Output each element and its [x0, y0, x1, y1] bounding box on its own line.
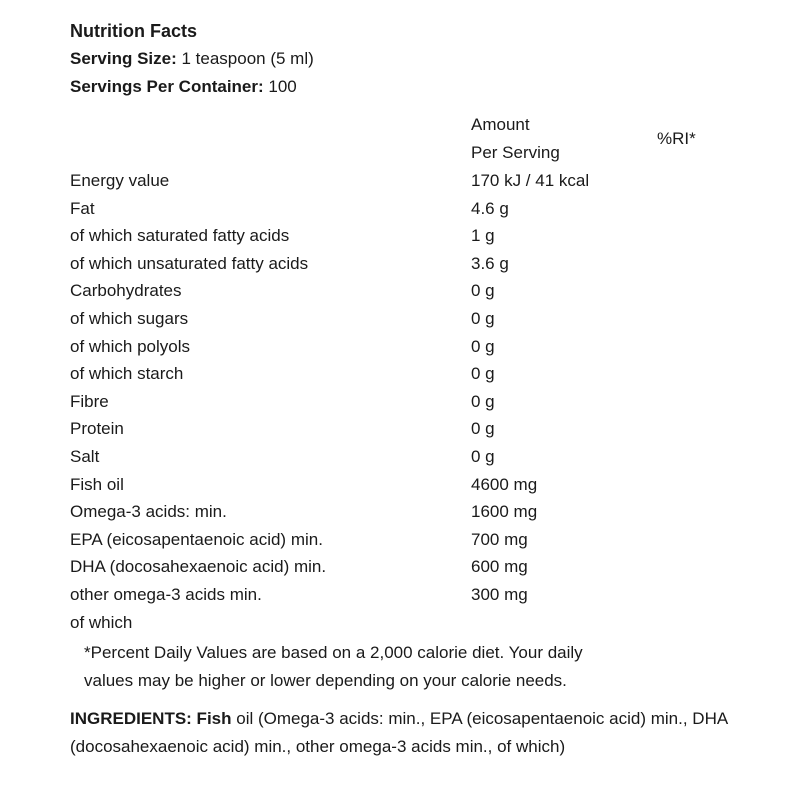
nutrient-name: Fish oil — [70, 474, 124, 494]
table-row — [70, 277, 661, 305]
nutrient-amount: 600 mg — [471, 557, 528, 577]
table-row — [70, 553, 661, 581]
footnote-line2: values may be higher or lower depending on your calorie needs. — [84, 670, 567, 690]
nutrient-amount: 170 kJ / 41 kcal — [471, 171, 590, 190]
nutrient-name: Energy value — [70, 171, 170, 190]
table-row — [70, 471, 661, 499]
nutrient-name: Fat — [70, 198, 95, 218]
nutrient-name: of which — [70, 612, 133, 632]
table-row — [70, 443, 661, 471]
table-row — [70, 360, 661, 388]
nutrient-name: of which unsaturated fatty acids — [70, 253, 309, 273]
nutrient-name: other omega-3 acids min. — [70, 584, 262, 604]
footnote — [84, 639, 684, 694]
ingredients-label: INGREDIENTS: Fish — [70, 709, 232, 729]
table-row — [70, 222, 661, 250]
serving-size-value: 1 teaspoon (5 ml) — [176, 49, 314, 68]
nutrient-name: of which starch — [70, 364, 184, 384]
nutrient-amount: 1 g — [471, 226, 495, 246]
nutrient-amount: 0 g — [471, 364, 495, 384]
nutrient-amount: 0 g — [471, 391, 495, 411]
column-headers — [70, 111, 730, 167]
nutrition-document — [70, 17, 730, 761]
table-row — [70, 195, 661, 223]
nutrient-amount: 0 g — [471, 336, 495, 356]
nutrient-amount: 4600 mg — [471, 474, 538, 494]
table-row — [70, 581, 661, 609]
servings-per-container-line — [70, 73, 730, 101]
amount-header-line2: Per Serving — [471, 143, 560, 162]
nutrient-name: DHA (docosahexaenoic acid) min. — [70, 557, 327, 577]
table-row — [70, 609, 661, 637]
table-row — [70, 498, 661, 526]
nutrient-name: EPA (eicosapentaenoic acid) min. — [70, 529, 323, 549]
nutrient-name: of which saturated fatty acids — [70, 226, 290, 246]
table-row — [70, 415, 661, 443]
table-row — [70, 333, 661, 361]
nutrition-table — [70, 167, 661, 636]
nutrient-name: Carbohydrates — [70, 281, 182, 301]
nutrient-amount: 0 g — [471, 308, 495, 328]
nutrient-name: of which sugars — [70, 308, 189, 328]
table-row — [70, 526, 661, 554]
amount-header-line1: Amount — [471, 115, 530, 134]
servings-per-container-value: 100 — [263, 77, 297, 96]
nutrient-amount: 4.6 g — [471, 198, 509, 218]
nutrient-amount: 1600 mg — [471, 502, 538, 522]
amount-column-header — [471, 111, 631, 167]
nutrient-amount: 0 g — [471, 281, 495, 301]
ingredients — [70, 705, 730, 761]
nutrient-name: Fibre — [70, 391, 109, 411]
nutrient-amount: 0 g — [471, 419, 495, 439]
ingredients-text: oil (Omega-3 acids: min., EPA (eicosapentaenoic acid) min., DHA (docosahexaenoic acid) min., other omega-3 acids min., of which) — [70, 709, 728, 757]
nutrient-amount — [471, 609, 661, 637]
page-title: Nutrition Facts — [70, 21, 198, 41]
nutrient-name: of which polyols — [70, 336, 191, 356]
nutrient-name: Protein — [70, 419, 124, 439]
table-row — [70, 250, 661, 278]
table-row — [70, 167, 661, 195]
nutrient-amount: 3.6 g — [471, 253, 509, 273]
servings-per-container-label: Servings Per Container: — [70, 77, 264, 96]
serving-size-line — [70, 45, 730, 73]
ri-column-header: %RI* — [657, 129, 696, 148]
nutrient-amount: 0 g — [471, 446, 495, 466]
table-row — [70, 388, 661, 416]
serving-size-label: Serving Size: — [70, 49, 177, 68]
nutrient-name: Salt — [70, 446, 100, 466]
nutrient-amount: 700 mg — [471, 529, 528, 549]
table-row — [70, 305, 661, 333]
footnote-line1: *Percent Daily Values are based on a 2,000 calorie diet. Your daily — [84, 643, 583, 663]
nutrient-name: Omega-3 acids: min. — [70, 502, 227, 522]
nutrient-amount: 300 mg — [471, 584, 528, 604]
